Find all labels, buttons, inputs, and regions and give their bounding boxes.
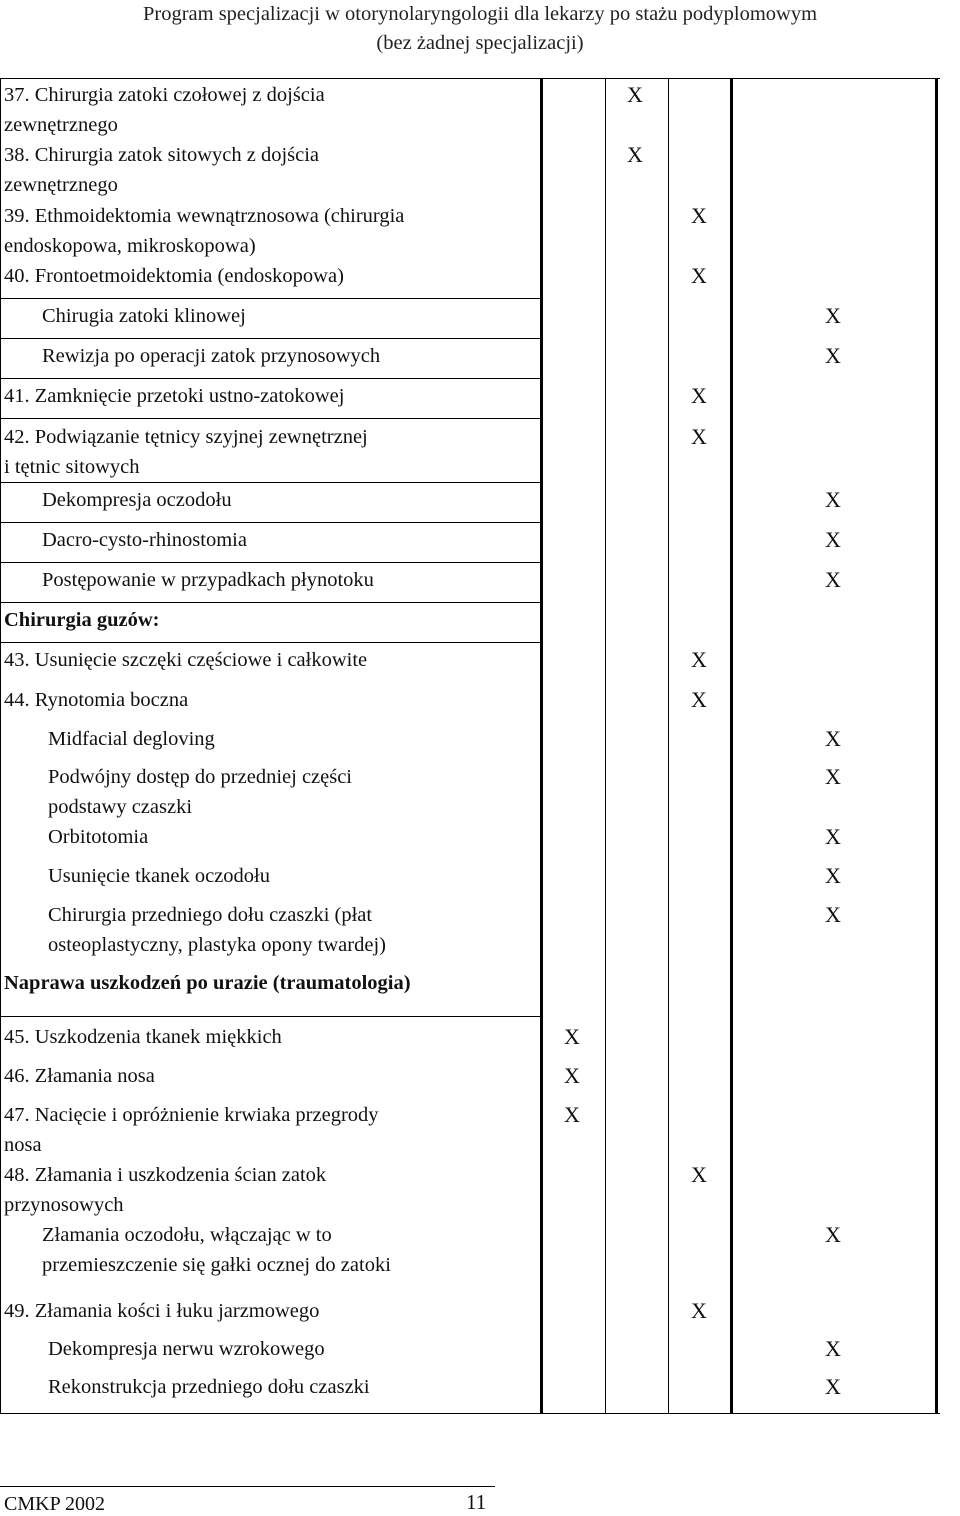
row-text: 45. Uszkodzenia tkanek miękkich [4, 1026, 282, 1048]
row-mark: X [691, 1162, 707, 1187]
page-number: 11 [466, 1490, 487, 1514]
row-text: Usunięcie tkanek oczodołu [48, 865, 271, 887]
row-text: podstawy czaszki [48, 796, 193, 818]
row-text: Chirugia zatoki klinowej [42, 305, 246, 327]
row-text: i tętnic sitowych [4, 456, 140, 478]
row-mark: X [691, 1298, 707, 1323]
row-mark: X [627, 82, 643, 107]
row-text: endoskopowa, mikroskopowa) [4, 235, 256, 257]
row-divider [0, 1016, 540, 1017]
row-text: Podwójny dostęp do przedniej części [48, 766, 353, 788]
row-text: 43. Usunięcie szczęki częściowe i całkowite [4, 649, 368, 671]
row-mark: X [825, 1336, 841, 1361]
row-text: Dekompresja nerwu wzrokowego [48, 1338, 325, 1360]
row-text: Postępowanie w przypadkach płynotoku [42, 569, 374, 591]
column-divider [605, 78, 606, 1414]
row-text: 38. Chirurgia zatok sitowych z dojścia [4, 144, 320, 166]
row-divider [0, 482, 540, 483]
row-divider [0, 642, 540, 643]
row-text: 37. Chirurgia zatoki czołowej z dojścia [4, 84, 325, 106]
table-bottom-border [0, 1413, 940, 1414]
row-text: Dacro-cysto-rhinostomia [42, 529, 247, 551]
row-divider [0, 602, 540, 603]
row-text: Rekonstrukcja przedniego dołu czaszki [48, 1376, 370, 1398]
row-mark: X [691, 687, 707, 712]
row-divider [0, 562, 540, 563]
row-text: zewnętrznego [4, 114, 118, 136]
row-text: 39. Ethmoidektomia wewnątrznosowa (chirurgia [4, 205, 405, 227]
row-mark: X [825, 902, 841, 927]
row-mark: X [564, 1102, 580, 1127]
row-text: 42. Podwiązanie tętnicy szyjnej zewnętrznej [4, 426, 368, 448]
row-mark: X [564, 1063, 580, 1088]
row-mark: X [825, 303, 841, 328]
row-text: 40. Frontoetmoidektomia (endoskopowa) [4, 265, 344, 287]
header-subtitle: (bez żadnej specjalizacji) [376, 32, 584, 54]
row-text: Dekompresja oczodołu [42, 489, 232, 511]
row-mark: X [825, 487, 841, 512]
row-mark: X [691, 383, 707, 408]
row-text: Złamania oczodołu, włączając w to [42, 1224, 332, 1246]
row-text: Naprawa uszkodzeń po urazie (traumatologia) [4, 972, 411, 994]
row-text: 41. Zamknięcie przetoki ustno-zatokowej [4, 385, 345, 407]
row-divider [0, 298, 540, 299]
row-text: osteoplastyczny, plastyka opony twardej) [48, 934, 386, 956]
row-text: zewnętrznego [4, 174, 118, 196]
row-text: 46. Złamania nosa [4, 1065, 155, 1087]
row-mark: X [691, 647, 707, 672]
row-divider [0, 418, 540, 419]
table-right-border [935, 78, 938, 1414]
row-text: 49. Złamania kości i łuku jarzmowego [4, 1300, 320, 1322]
table-left-border [0, 78, 1, 1414]
table-top-border [0, 78, 940, 79]
row-mark: X [627, 142, 643, 167]
row-text: 44. Rynotomia boczna [4, 689, 189, 711]
row-text: 48. Złamania i uszkodzenia ścian zatok [4, 1164, 327, 1186]
footer-label: CMKP 2002 [4, 1493, 105, 1515]
row-mark: X [825, 1222, 841, 1247]
row-mark: X [825, 863, 841, 888]
row-mark: X [564, 1024, 580, 1049]
row-mark: X [825, 824, 841, 849]
row-text: Midfacial degloving [48, 728, 215, 750]
column-divider [730, 78, 733, 1414]
row-mark: X [691, 263, 707, 288]
column-divider [668, 78, 669, 1414]
row-text: przemieszczenie się gałki ocznej do zatoki [42, 1254, 391, 1276]
row-text: przynosowych [4, 1194, 124, 1216]
row-mark: X [825, 527, 841, 552]
row-mark: X [825, 764, 841, 789]
row-divider [0, 338, 540, 339]
row-divider [0, 378, 540, 379]
header-title: Program specjalizacji w otorynolaryngologii dla lekarzy po stażu podyplomowym [142, 3, 818, 25]
row-mark: X [825, 343, 841, 368]
row-mark: X [691, 424, 707, 449]
row-mark: X [691, 203, 707, 228]
row-text: Chirurgia przedniego dołu czaszki (płat [48, 904, 373, 926]
row-mark: X [825, 1374, 841, 1399]
row-mark: X [825, 726, 841, 751]
row-mark: X [825, 567, 841, 592]
row-text: Rewizja po operacji zatok przynosowych [42, 345, 381, 367]
row-text: 47. Nacięcie i opróżnienie krwiaka przegrody [4, 1104, 379, 1126]
footer-divider [0, 1486, 495, 1487]
column-divider [540, 78, 543, 1414]
row-text: nosa [4, 1134, 42, 1156]
row-divider [0, 522, 540, 523]
row-text: Orbitotomia [48, 826, 149, 848]
row-text: Chirurgia guzów: [4, 609, 160, 631]
